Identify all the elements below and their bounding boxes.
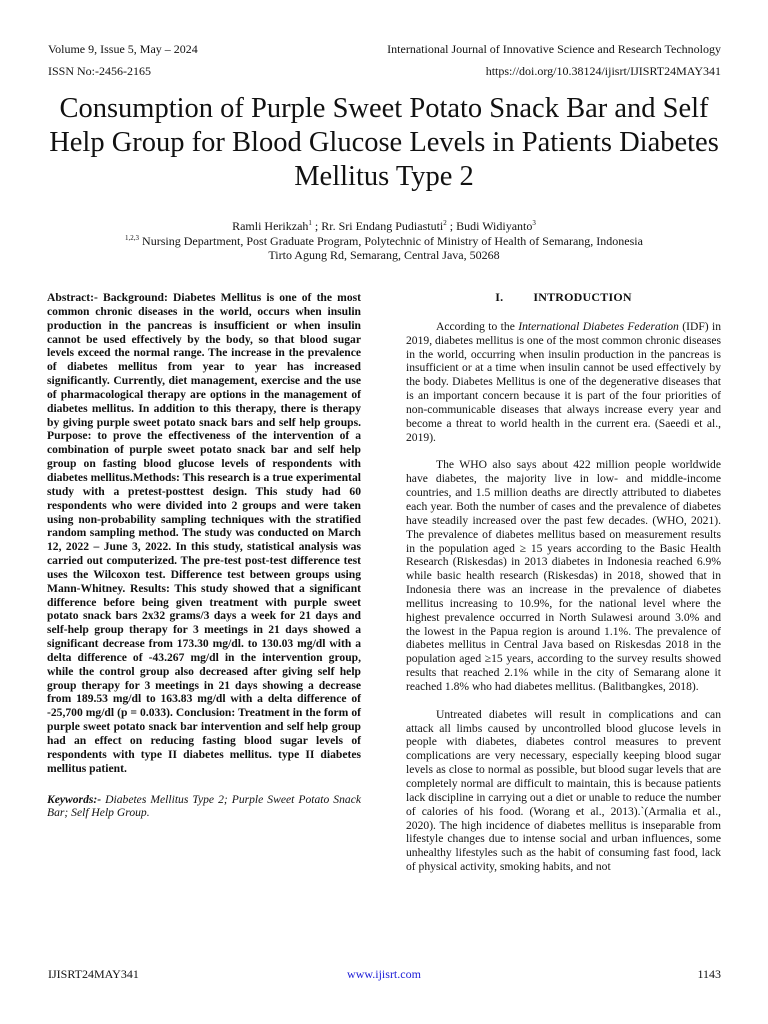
section-heading (406, 291, 721, 305)
abstract: Abstract:- Background: Diabetes Mellitus is one of the most common chronic diseases in the world, occurs when insulin production in the pancreas is insufficient or when insulin cannot be used effectively by the body, so that blood sugar levels exceed the normal range. The increase in the prevalence of diabetes mellitus from year to year has increased significantly. Currently, diet management, exercise and the use of pharmacological therapy are options in the management of diabetes mellitus. In addition to this therapy, there is therapy by giving purple sweet potato snack bars and self help groups. Purpose: to prove the effectiveness of the intervention of a combination of purple sweet potato snack bar and self help group on fasting blood glucose levels of respondents with diabetes mellitus.Methods: This research is a true experimental study with a pretest-posttest design. This study had 60 respondents who were divided into 2 groups and were taken using non-probability sampling techniques with the stratified random sampling method. The study was conducted on March 12, 2022 – June 3, 2022. In this study, statistical analysis was carried out computerized. The pre-test post-test difference test uses the Wilcoxon test. Difference test between groups using Mann-Whitney. Results: This study showed that a significant difference before being given treatment with purple sweet potato snack bars 2x32 grams/3 days a week for 21 days and self-help group therapy for 3 meetings in 21 days showed a significant decrease from 173.30 mg/dl. to 130.03 mg/dl with a delta difference of -43.267 mg/dl in the intervention group, while the control group also decreased after giving self help group therapy for 3 meetings in 21 days showing a decrease from 189.53 mg/dl to 163.83 mg/dl with a delta difference of -25,700 mg/dl (p = 0.033). Conclusion: Treatment in the form of purple sweet potato snack bar intervention and self help group had an effect on reducing fasting blood sugar levels of respondents with type II diabetes mellitus. type II diabetes mellitus patient. (47, 291, 361, 775)
intro-paragraph-3: Untreated diabetes will result in complications and can attack all limbs caused by uncontrolled blood glucose levels in people with diabetes, diabetes control measures to prevent complications are very necessary, especially keeping blood sugar levels as close to normal as possible, but blood sugar levels that are completely normal are difficult to maintain, this is because patients lack discipline in carrying out a diet or unable to reduce the number of calories of his food. (Worang et al., 2013).`(Armalia et al., 2020). The high incidence of diabetes mellitus is inseparable from lifestyle changes due to intense social and urban influences, some unhealthy lifestyles such as the habit of consuming fast food, lack of physical activity, smoking habits, and not (406, 707, 721, 874)
author-2: ; Rr. Sri Endang Pudiastuti (311, 219, 444, 233)
intro-p1-start: According to the (436, 319, 519, 333)
right-column (406, 291, 721, 888)
journal-name: International Journal of Innovative Science and Research Technology (387, 42, 721, 56)
keywords-text: Diabetes Mellitus Type 2; Purple Sweet Potato Snack Bar; Self Help Group. (47, 792, 361, 820)
author-1: Ramli Herikzah (232, 219, 309, 233)
footer-code: IJISRT24MAY341 (48, 967, 139, 981)
intro-p1-italic: International Diabetes Federation (518, 319, 679, 333)
page-number: 1143 (697, 967, 721, 981)
intro-paragraph-1 (406, 320, 721, 445)
section-title: INTRODUCTION (533, 290, 632, 304)
affiliation-line-1 (0, 234, 768, 248)
affiliation-line-2: Tirto Agung Rd, Semarang, Central Java, 50268 (268, 248, 500, 262)
intro-p1-rest: (IDF) in 2019, diabetes mellitus is one of the most common chronic diseases in the world, occurring when insulin production in the pancreas is insufficient or at a time when insulin cannot be used effectively by the body. Diabetes Mellitus is one of the degenerative diseases that is an important concern because it is part of the four priorities of non-communicable diseases that always increase every year and become a threat to world health in the current era. (Saeedi et al., 2019). (406, 319, 722, 444)
left-column (47, 291, 361, 820)
keywords-label: Keywords:- (47, 792, 102, 806)
affiliation-text: Nursing Department, Post Graduate Program, Polytechnic of Ministry of Health of Semarang, Indonesia (139, 234, 643, 248)
intro-paragraph-2: The WHO also says about 422 million people worldwide have diabetes, the majority live in low- and middle-income countries, and 1.5 million deaths are directly attributed to diabetes each year. Both the number of cases and the prevalence of diabetes have steadily increased over the past few decades. (WHO, 2021). The prevalence of diabetes mellitus based on measurement results in the population aged ≥ 15 years according to the Basic Health Research (Riskesdas) in 2013 diabetes in Indonesia reached 6.9% while basic health research (Riskesdas) in 2018, showed that in Indonesia there was an increase in the prevalence of diabetes mellitus increasing to 10.9%, for the national level where the highest prevalence occurred in North Sulawesi around 3.0% and the lowest in the Papua region is around 1.1%. The prevalence of diabetes mellitus in Central Java based on Riskesdas 2018 in the population aged ≥15 years, according to the survey results showed results that reached 2.1% while in the city of Semarang alone it reached 1.8% who had diabetes mellitus. (Balitbangkes, 2018). (406, 458, 721, 693)
paper-title: Consumption of Purple Sweet Potato Snack Bar and Self Help Group for Blood Glucose Levels in Patients Diabetes Mellitus Type 2 (49, 93, 719, 192)
keywords (47, 793, 361, 821)
issn: ISSN No:-2456-2165 (48, 64, 152, 78)
author-3: ; Budi Widiyanto (446, 219, 533, 233)
author-list (0, 219, 768, 233)
footer-site-link[interactable]: www.ijisrt.com (347, 967, 421, 981)
section-number: I. (495, 290, 504, 304)
author-3-affil: 3 (532, 219, 536, 227)
doi-link[interactable]: https://doi.org/10.38124/ijisrt/IJISRT24MAY341 (485, 64, 721, 78)
author-2-affil: 2 (443, 219, 447, 227)
volume-issue: Volume 9, Issue 5, May – 2024 (48, 42, 198, 56)
author-1-affil: 1 (308, 219, 312, 227)
affiliation-sup: 1,2,3 (125, 234, 140, 242)
